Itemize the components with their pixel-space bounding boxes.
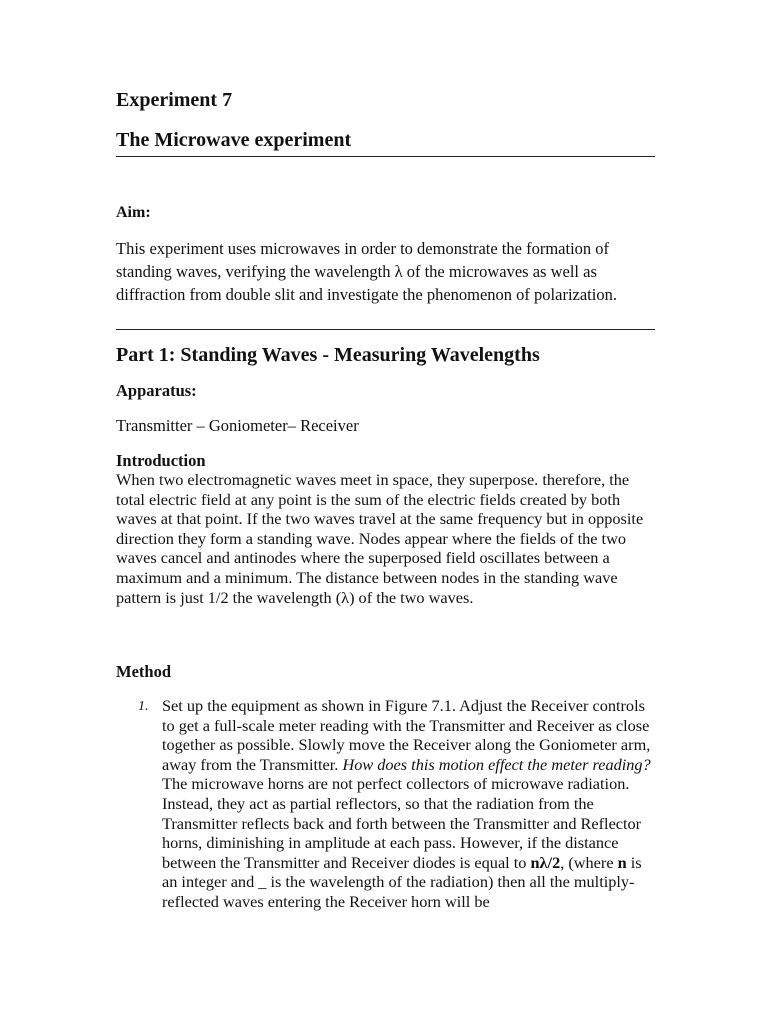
part1-heading: Part 1: Standing Waves - Measuring Wavelengths [116, 344, 540, 366]
method-step-1 [162, 696, 656, 912]
experiment-title: The Microwave experiment [116, 129, 352, 151]
apparatus-heading: Apparatus: [116, 381, 197, 400]
title-divider [116, 156, 655, 157]
method-step-number: 1. [138, 699, 149, 714]
step-question: How does this motion effect the meter reading? [342, 754, 651, 774]
step-text-part: is an integer and _ is the wavelength of the radiation) then all the multiply-reflected waves entering the Receiver horn will be [162, 852, 642, 911]
step-text-part: Set up the equipment as shown in Figure 7.1. Adjust the Receiver controls to get a full-scale meter reading with the Transmitter and Receiver as close together as possible. Slowly move the Receiver along the Goniometer arm, away from the Transmitter. [162, 696, 651, 774]
experiment-heading: Experiment 7 [116, 89, 233, 111]
introduction-paragraph: When two electromagnetic waves meet in space, they superpose. therefore, the total electric field at any point is the sum of the electric fields created by both waves at that point. If the two waves travel at the same frequency but in opposite direction they form a standing wave. Nodes appear where the fields of the two waves cancel and antinodes where the superposed field oscillates between a maximum and a minimum. The distance between nodes in the standing wave pattern is just 1/2 the wavelength (λ) of the two waves. [116, 470, 644, 607]
step-text-part: The microwave horns are not perfect collectors of microwave radiation. Instead, they act as partial reflectors, so that the radiation from the Transmitter reflects back and forth between the Transmitter and Reflector horns, diminishing in amplitude at each pass. However, if the distance between the Transmitter and Receiver diodes is equal to [162, 774, 642, 872]
step-formula: nλ/2 [530, 852, 561, 872]
aim-heading: Aim: [116, 204, 151, 221]
step-text-part: , (where [560, 852, 618, 872]
step-variable-n: n [617, 852, 627, 872]
aim-paragraph: This experiment uses microwaves in order to demonstrate the formation of standing waves, verifying the wavelength λ of the microwaves as well as diffraction from double slit and investigate the phenomenon of polarization. [116, 239, 617, 304]
method-heading: Method [116, 662, 171, 681]
introduction-heading: Introduction [116, 451, 206, 470]
apparatus-list: Transmitter – Goniometer– Receiver [116, 416, 359, 435]
aim-divider [116, 329, 655, 330]
